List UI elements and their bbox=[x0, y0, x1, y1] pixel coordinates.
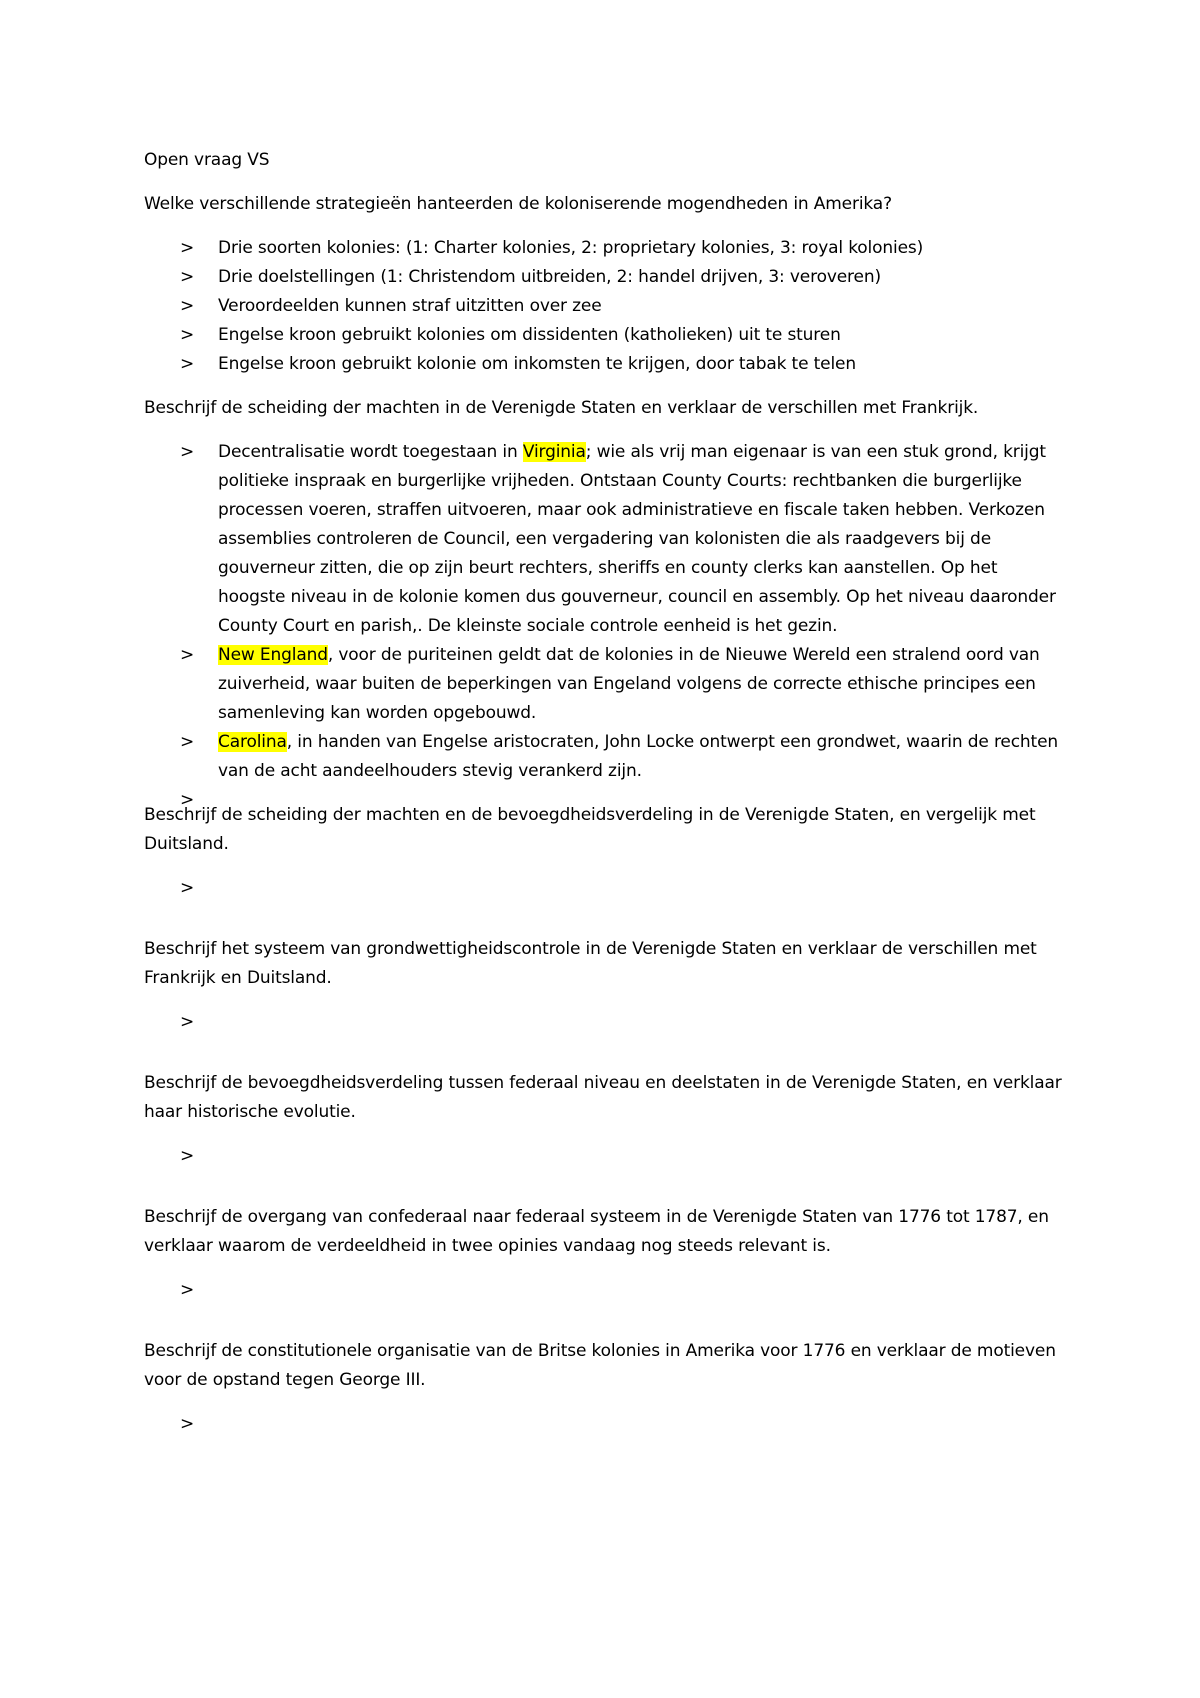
answer-list bbox=[144, 438, 1064, 810]
arrow-bullet-icon: > bbox=[180, 1280, 195, 1300]
arrow-bullet-icon: > bbox=[180, 1012, 195, 1032]
answer-text-after: ; wie als vrij man eigenaar is van een stuk grond, krijgt politieke inspraak en burgerlijke vrijheden. Ontstaan County Courts: rechtbanken die burgerlijke processen voeren, straffen uitvoeren, maar ook administratieve en fiscale taken hebben. Verkozen assemblies controleren de Council, een vergadering van kolonisten die als raadgevers bij de gouverneur zitten, die op zijn beurt rechters, sheriffs en county clerks kan aanstellen. Op het hoogste niveau in de kolonie komen dus gouverneur, council en assembly. Op het niveau daaronder County Court en parish,. De kleinste sociale controle eenheid is het gezin. bbox=[218, 442, 1056, 636]
arrow-bullet-icon: > bbox=[180, 267, 195, 287]
answer-item bbox=[144, 438, 1064, 641]
answer-list bbox=[144, 234, 1064, 379]
answer-item bbox=[144, 321, 1064, 350]
answer-item bbox=[144, 234, 1064, 263]
highlighted-term: Carolina bbox=[218, 732, 287, 752]
arrow-bullet-icon: > bbox=[180, 325, 195, 345]
answer-item bbox=[144, 350, 1064, 379]
answer-item bbox=[144, 641, 1064, 728]
question-text: Beschrijf de scheiding der machten en de bevoegdheidsverdeling in de Verenigde Staten, en vergelijk met Duitsland. bbox=[144, 805, 1036, 854]
arrow-bullet-icon: > bbox=[180, 790, 195, 810]
answer-text: Engelse kroon gebruikt kolonies om dissidenten (katholieken) uit te sturen bbox=[218, 325, 841, 345]
answer-text-before: Decentralisatie wordt toegestaan in bbox=[218, 442, 523, 462]
arrow-bullet-icon: > bbox=[180, 238, 195, 258]
answer-text-after: , voor de puriteinen geldt dat de kolonies in de Nieuwe Wereld een stralend oord van zuiverheid, waar buiten de beperkingen van Engeland volgens de correcte ethische principes een samenleving kan worden opgebouwd. bbox=[218, 645, 1040, 723]
answer-text: Engelse kroon gebruikt kolonie om inkomsten te krijgen, door tabak te telen bbox=[218, 354, 856, 374]
document-title: Open vraag VS bbox=[144, 150, 270, 170]
empty-answer bbox=[144, 1276, 1064, 1305]
question-text: Beschrijf de scheiding der machten in de Verenigde Staten en verklaar de verschillen met Frankrijk. bbox=[144, 398, 979, 418]
arrow-bullet-icon: > bbox=[180, 296, 195, 316]
answer-text: Veroordeelden kunnen straf uitzitten over zee bbox=[218, 296, 602, 316]
answer-item bbox=[144, 292, 1064, 321]
highlighted-term: Virginia bbox=[522, 442, 586, 462]
arrow-bullet-icon: > bbox=[180, 442, 195, 462]
empty-answer bbox=[144, 1008, 1064, 1037]
arrow-bullet-icon: > bbox=[180, 354, 195, 374]
answer-item bbox=[144, 728, 1064, 786]
arrow-bullet-icon: > bbox=[180, 645, 195, 665]
question-text: Beschrijf de constitutionele organisatie van de Britse kolonies in Amerika voor 1776 en verklaar de motieven voor de opstand tegen George III. bbox=[144, 1341, 1056, 1390]
arrow-bullet-icon: > bbox=[180, 1414, 195, 1434]
question-text: Beschrijf de bevoegdheidsverdeling tussen federaal niveau en deelstaten in de Verenigde Staten, en verklaar haar historische evolutie. bbox=[144, 1073, 1062, 1122]
empty-answer bbox=[144, 1410, 1064, 1439]
answer-item bbox=[144, 263, 1064, 292]
answer-text: Drie doelstellingen (1: Christendom uitbreiden, 2: handel drijven, 3: veroveren) bbox=[218, 267, 881, 287]
highlighted-term: New England bbox=[218, 645, 328, 665]
arrow-bullet-icon: > bbox=[180, 1146, 195, 1166]
answer-text-after: , in handen van Engelse aristocraten, John Locke ontwerpt een grondwet, waarin de rechten van de acht aandeelhouders stevig verankerd zijn. bbox=[218, 732, 1059, 781]
document-content bbox=[144, 146, 1064, 1471]
question-text: Welke verschillende strategieën hanteerden de koloniserende mogendheden in Amerika? bbox=[144, 194, 892, 214]
answer-text: Drie soorten kolonies: (1: Charter kolonies, 2: proprietary kolonies, 3: royal kolonies) bbox=[218, 238, 924, 258]
question-sections bbox=[144, 190, 1064, 1439]
empty-answer bbox=[144, 1142, 1064, 1171]
question-text: Beschrijf het systeem van grondwettigheidscontrole in de Verenigde Staten en verklaar de verschillen met Frankrijk en Duitsland. bbox=[144, 939, 1037, 988]
arrow-bullet-icon: > bbox=[180, 732, 195, 752]
question-text: Beschrijf de overgang van confederaal naar federaal systeem in de Verenigde Staten van 1776 tot 1787, en verklaar waarom de verdeeldheid in twee opinies vandaag nog steeds relevant is. bbox=[144, 1207, 1049, 1256]
arrow-bullet-icon: > bbox=[180, 878, 195, 898]
empty-answer bbox=[144, 874, 1064, 903]
